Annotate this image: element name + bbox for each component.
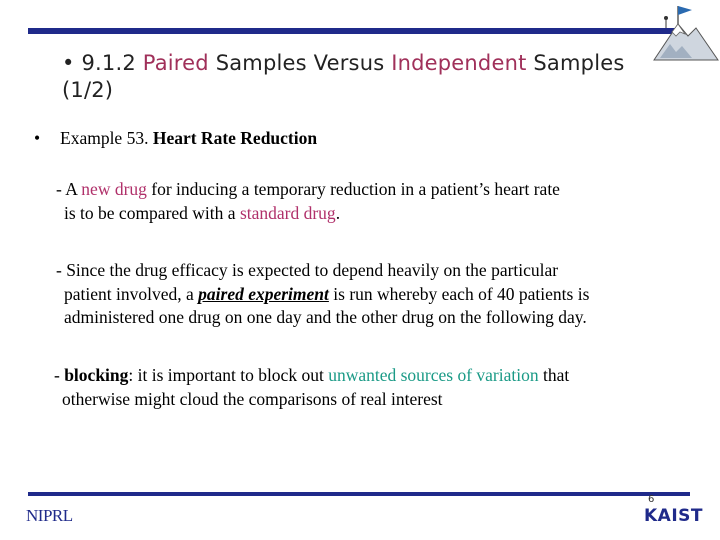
example-prefix: Example 53.: [60, 128, 153, 148]
new-drug-term: new drug: [81, 179, 147, 199]
niprl-logo: NIPRL: [26, 506, 73, 525]
example-title: Heart Rate Reduction: [152, 128, 318, 148]
title-bullet: •: [62, 51, 82, 75]
p2-text-c: is run whereby each of 40 patients is: [328, 283, 590, 304]
title-number: 9.1.2: [81, 51, 143, 75]
bottom-rule: [28, 492, 690, 496]
title-paired: Paired: [142, 51, 209, 75]
p1-text-d: .: [335, 202, 341, 223]
p2-text-d: administered one drug on one day and the other drug on the following day.: [64, 307, 587, 327]
title-tail: Samples: [526, 51, 625, 75]
title-mid: Samples Versus: [208, 51, 392, 75]
page-number: 6: [648, 494, 655, 505]
example-heading: [34, 127, 317, 149]
paragraph-blocking: [54, 364, 704, 411]
kaist-logo: KAIST: [644, 506, 703, 526]
unwanted-variation-term: unwanted sources of variation: [328, 365, 539, 385]
example-bullet: •: [34, 128, 41, 148]
standard-drug-term: standard drug: [239, 202, 336, 223]
p3-text-a: -: [54, 365, 65, 385]
paragraph-paired-experiment: [56, 259, 706, 330]
p1-text-b: for inducing a temporary reduction in a patient’s heart rate: [146, 179, 560, 199]
p3-text-c: that: [538, 365, 570, 385]
p1-text-a: - A: [56, 179, 82, 199]
p2-text-a: - Since the drug efficacy is expected to depend heavily on the particular: [56, 260, 559, 280]
blocking-term: blocking: [64, 365, 129, 385]
paragraph-new-drug: [56, 178, 696, 225]
title-line2: (1/2): [62, 78, 114, 102]
p3-text-d: otherwise might cloud the comparisons of real interest: [62, 388, 443, 409]
p1-text-c: is to be compared with a: [64, 202, 240, 223]
paired-experiment-term: paired experiment: [198, 283, 329, 304]
p3-text-b: : it is important to block out: [128, 365, 329, 385]
top-rule: [28, 28, 682, 34]
mountain-flag-icon: [652, 2, 720, 64]
title-independent: Independent: [391, 51, 527, 75]
slide-title: [62, 50, 662, 104]
p2-text-b: patient involved, a: [64, 283, 199, 304]
